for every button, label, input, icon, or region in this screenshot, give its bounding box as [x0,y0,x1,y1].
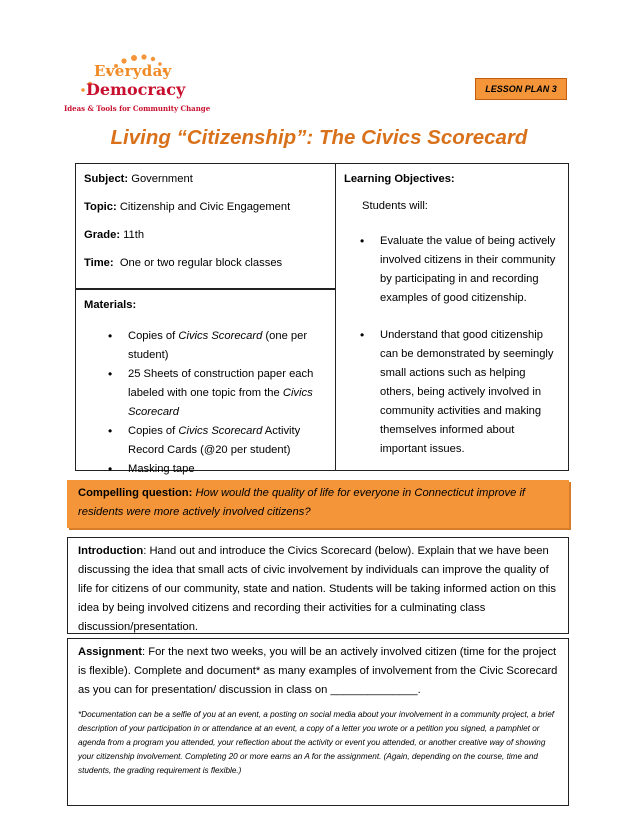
time-row [84,254,329,273]
topic-label: Topic: [84,201,117,213]
assignment-label: Assignment [78,646,143,658]
assignment-text: : For the next two weeks, you will be an actively involved citizen (time for the project is flexible). Complete and document* as many examples of involvement from the Civic Scorecard as you can for presentation/ discussion in class on ______________. [78,646,558,696]
compelling-question-label: Compelling question: [78,487,193,499]
objectives-list [344,232,560,459]
assignment-main [78,643,558,700]
objective-item: • Evaluate the value of being actively involved citizens in their community by participating in and recording examples of good citizenship. [344,232,560,308]
grade-label: Grade: [84,229,121,241]
materials-item: • Copies of Civics Scorecard Activity Record Cards (@20 per student) [84,422,329,460]
lesson-plan-badge [475,78,567,100]
subject-value: Government [128,173,193,185]
compelling-question-text: How would the quality of life for everyone in Connecticut improve if residents were more actively involved citizens? [78,487,526,518]
objectives-lead: Students will: [362,200,428,212]
compelling-question-box [67,480,569,528]
grade-row [84,226,329,245]
subject-label: Subject: [84,173,129,185]
introduction-text: : Hand out and introduce the Civics Scorecard (below). Explain that we have been discussing the idea that small acts of civic involvement by individuals can improve the quality of life for citizens of our community, state and nation. Students will be taking informed action on this idea by being involved citizens and recording their activities for a culminating class discussion/presentation. [78,545,556,633]
materials-item: • 25 Sheets of construction paper each labeled with one topic from the Civics Scorecard [84,365,329,422]
lesson-plan-badge-label: LESSON PLAN 3 [485,84,557,94]
topic-value: Citizenship and Civic Engagement [116,201,291,213]
logo-tagline: Ideas & Tools for Community Change [64,104,211,113]
objectives-heading: Learning Objectives: [344,173,455,185]
topic-row [84,198,329,217]
lesson-info-box [75,163,338,289]
time-value: One or two regular block classes [113,257,283,269]
materials-item: • Copies of Civics Scorecard (one per student) [84,327,329,365]
documentation-note: *Documentation can be a selfie of you at an event, a posting on social media about your involvement in a community project, a brief description of your participation in or attendance at an event, a copy of a letter you wrote or a petition you signed, a pamphlet or agenda from a program you attended, your reflection about the activity or event you attended, or another creative way of showing your citizenship involvement. Completing 20 or more earns an A for the assignment. (Again, depending on the course, time and students, the grading requirement is flexible.) [78,710,555,775]
introduction-box [67,537,569,634]
materials-item: • Masking tape [84,460,329,479]
page-title: Living “Citizenship”: The Civics Scorecard [110,126,528,149]
materials-heading: Materials: [84,299,137,311]
objective-item: • Understand that good citizenship can be demonstrated by seemingly small actions such as helping others, being actively involved in community activities and making themselves informed about important issues. [344,326,560,459]
assignment-box [67,638,569,806]
learning-objectives-box [335,163,569,471]
subject-row [84,170,329,189]
introduction-label: Introduction [78,545,144,557]
grade-value: 11th [120,229,145,241]
logo-word-everyday: Everyday [94,62,172,80]
materials-list [84,327,329,479]
time-label: Time: [84,257,114,269]
everyday-democracy-logo [64,54,211,124]
materials-box [75,289,338,475]
logo-word-democracy: Democracy [86,80,186,99]
